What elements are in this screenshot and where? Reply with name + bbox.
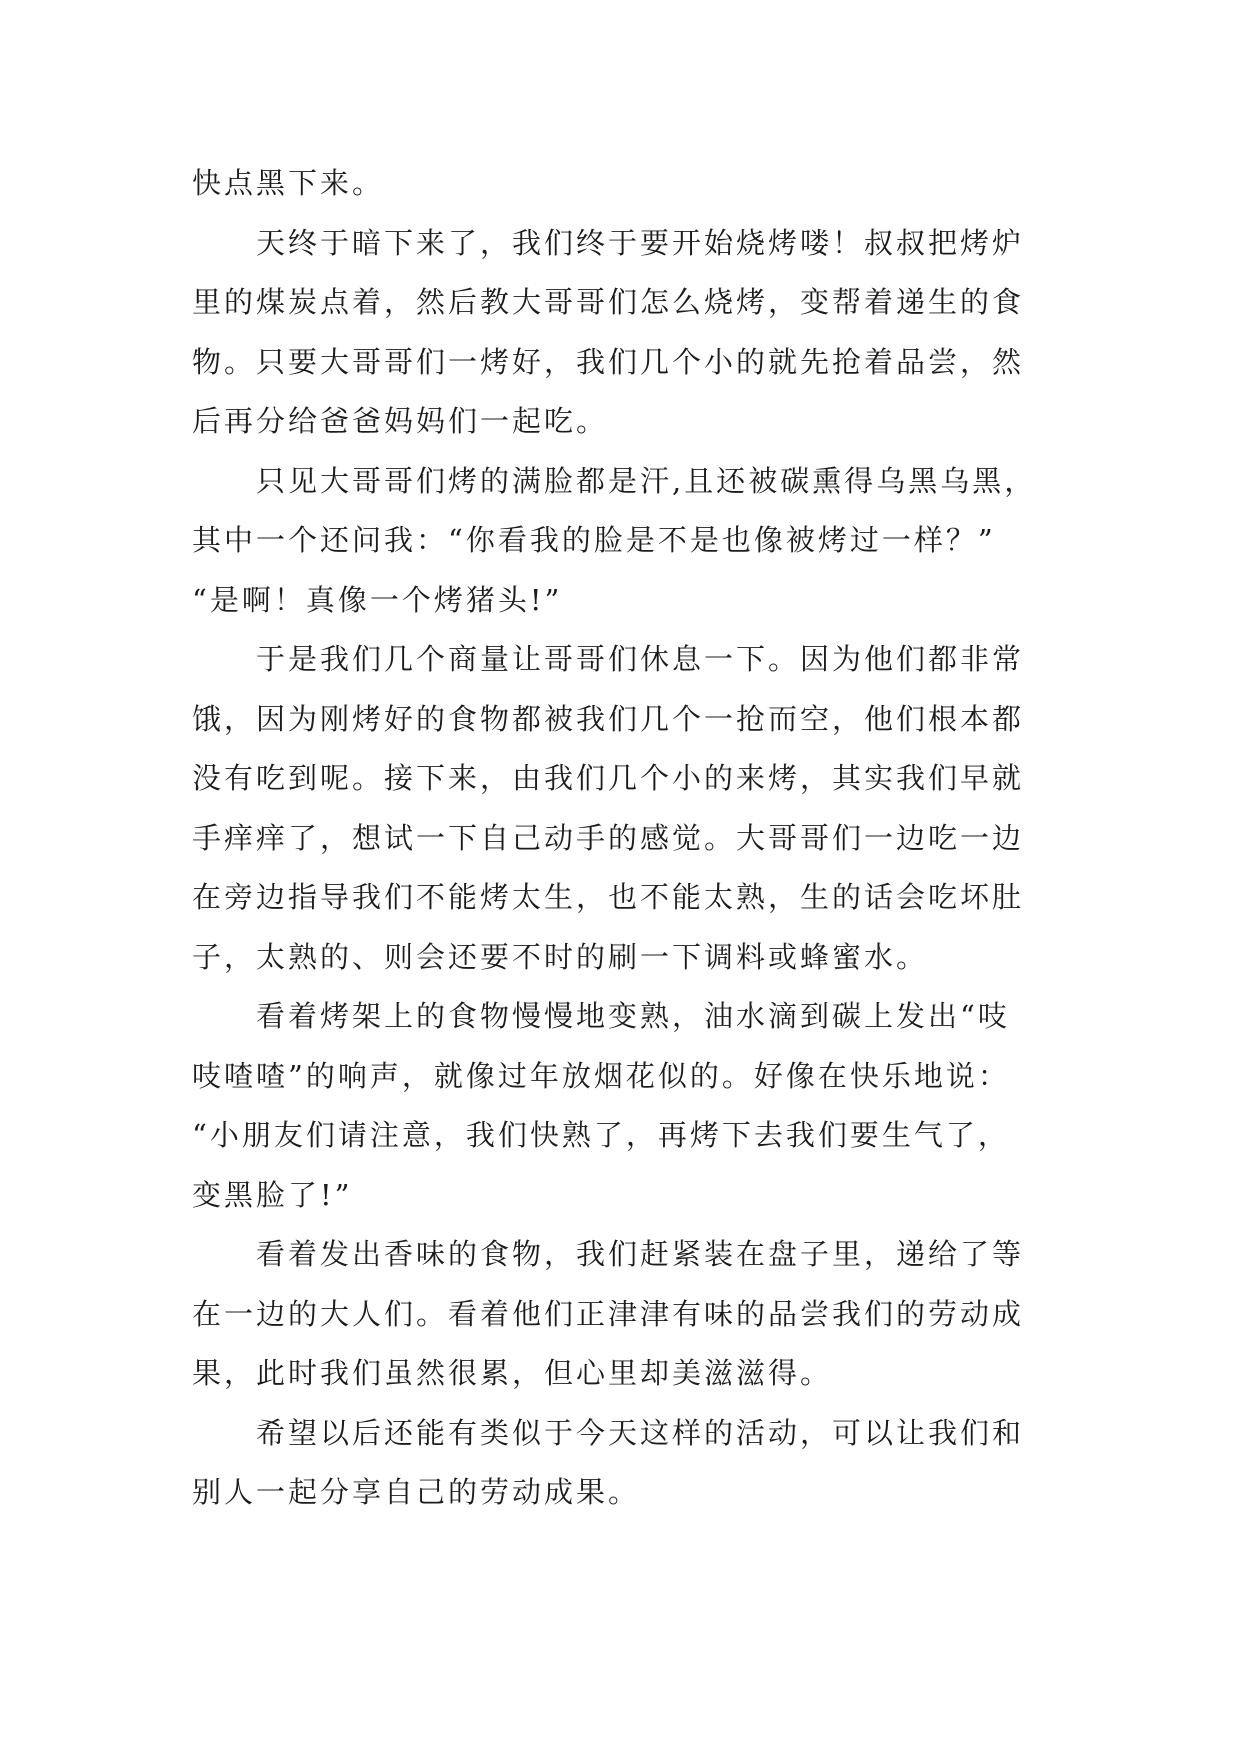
text-line: 里的煤炭点着，然后教大哥哥们怎么烧烤，变帮着递生的食 <box>192 285 1025 319</box>
body-text <box>192 154 1062 1523</box>
text-line: 其中一个还问我：“你看我的脸是不是也像被烤过一样？” <box>192 523 996 557</box>
text-line: 于是我们几个商量让哥哥们休息一下。因为他们都非常 <box>256 642 1025 676</box>
text-line: 看着烤架上的食物慢慢地变熟，油水滴到碳上发出“吱 <box>256 999 1010 1033</box>
text-line: “小朋友们请注意，我们快熟了，再烤下去我们要生气了， <box>192 1118 1010 1152</box>
text-line: 在旁边指导我们不能烤太生，也不能太熟，生的话会吃坏肚 <box>192 880 1025 914</box>
text-line: 只见大哥哥们烤的满脸都是汗,且还被碳熏得乌黑乌黑， <box>256 463 1037 498</box>
text-line: 果，此时我们虽然很累，但心里却美滋滋得。 <box>192 1356 833 1390</box>
text-line: 看着发出香味的食物，我们赶紧装在盘子里，递给了等 <box>256 1237 1025 1271</box>
text-line: 手痒痒了，想试一下自己动手的感觉。大哥哥们一边吃一边 <box>192 820 1025 855</box>
text-line: 别人一起分享自己的劳动成果。 <box>192 1475 641 1509</box>
text-line: 吱喳喳”的响声，就像过年放烟花似的。好像在快乐地说： <box>192 1058 1010 1093</box>
text-line: 天终于暗下来了，我们终于要开始烧烤喽！叔叔把烤炉 <box>256 225 1025 260</box>
text-line: 变黑脸了!” <box>192 1177 353 1212</box>
text-line: 物。只要大哥哥们一烤好，我们几个小的就先抢着品尝，然 <box>192 344 1025 379</box>
text-line: 饿，因为刚烤好的食物都被我们几个一抢而空，他们根本都 <box>192 701 1025 736</box>
text-line: 在一边的大人们。看着他们正津津有味的品尝我们的劳动成 <box>192 1296 1025 1331</box>
text-line: 快点黑下来。 <box>192 166 385 200</box>
text-line: 子，太熟的、则会还要不时的刷一下调料或蜂蜜水。 <box>192 939 929 974</box>
text-line: 希望以后还能有类似于今天这样的活动，可以让我们和 <box>256 1415 1025 1450</box>
text-line: “是啊！真像一个烤猪头!” <box>192 582 563 617</box>
text-line: 没有吃到呢。接下来，由我们几个小的来烤，其实我们早就 <box>192 761 1025 795</box>
text-line: 后再分给爸爸妈妈们一起吃。 <box>192 404 609 438</box>
